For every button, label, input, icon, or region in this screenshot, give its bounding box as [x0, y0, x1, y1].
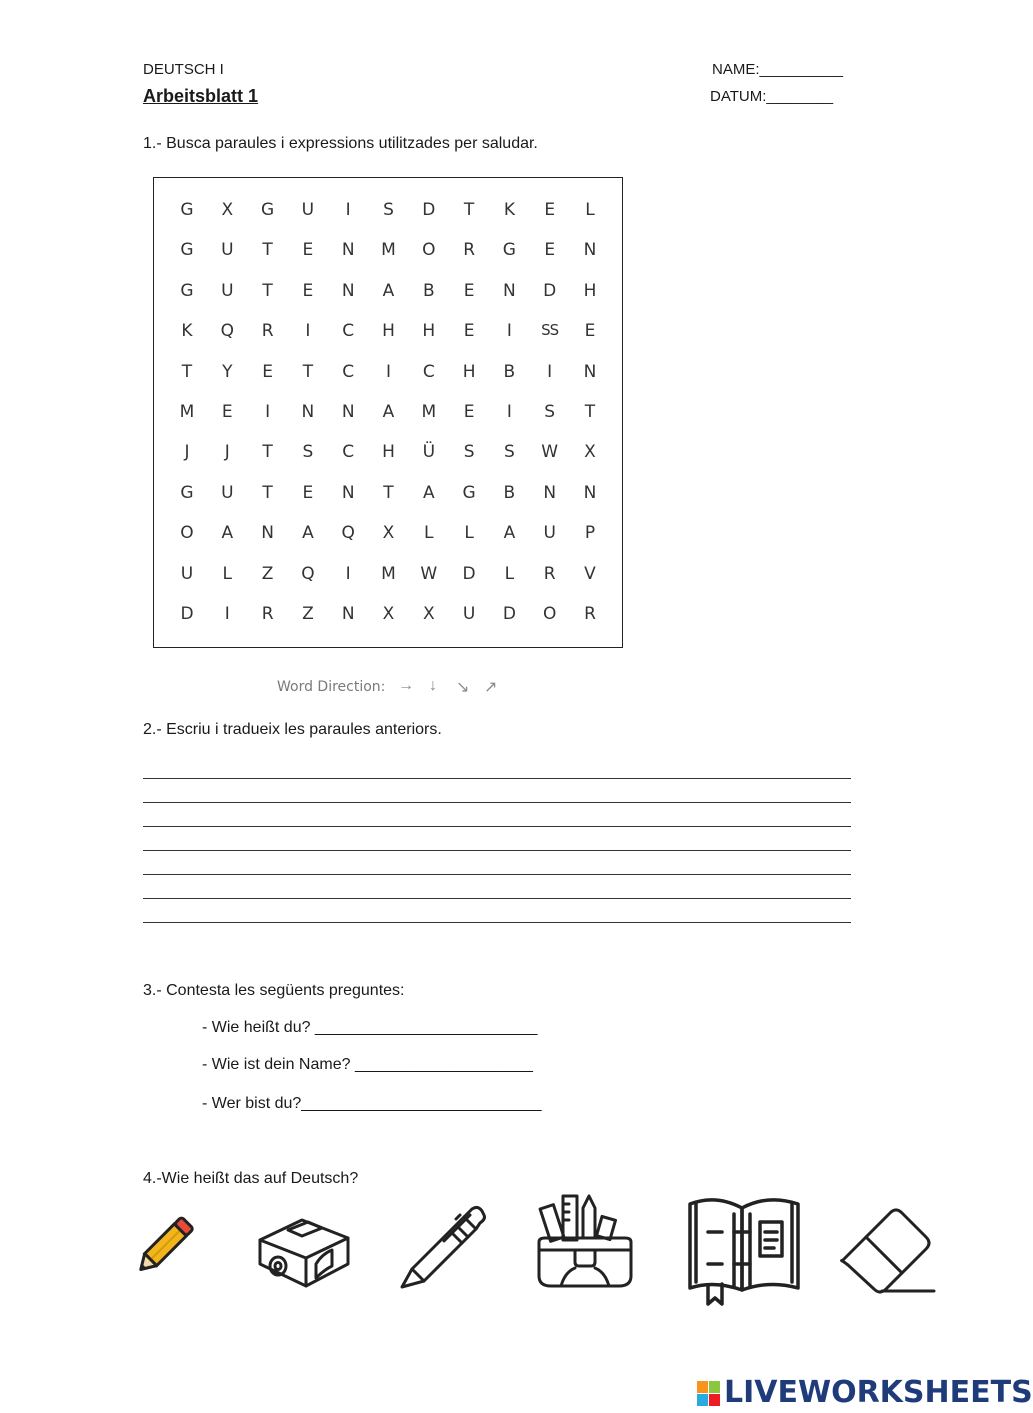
course-label: DEUTSCH I — [143, 61, 224, 78]
grid-cell[interactable]: Q — [341, 523, 355, 544]
grid-cell[interactable]: L — [222, 563, 233, 584]
grid-cell[interactable]: E — [221, 402, 233, 422]
grid-cell[interactable]: M — [179, 402, 195, 422]
grid-cell[interactable]: R — [261, 604, 274, 624]
grid-cell[interactable]: C — [342, 361, 355, 382]
grid-cell[interactable]: K — [503, 200, 515, 220]
grid-cell[interactable]: G — [180, 200, 194, 220]
grid-cell[interactable]: L — [464, 523, 474, 544]
grid-cell[interactable]: E — [463, 280, 475, 301]
grid-cell[interactable]: I — [547, 361, 553, 382]
grid-cell[interactable]: E — [302, 240, 314, 261]
question-3: 3.- Contesta les següents preguntes: — [143, 982, 405, 999]
grid-cell[interactable]: L — [424, 523, 434, 544]
date-field[interactable]: DATUM:________ — [710, 88, 834, 105]
grid-cell[interactable]: N — [583, 482, 597, 503]
grid-cell[interactable]: N — [341, 402, 355, 422]
grid-cell[interactable]: N — [301, 402, 315, 422]
grid-cell[interactable]: G — [462, 482, 476, 503]
grid-cell[interactable]: N — [261, 523, 274, 544]
grid-cell[interactable]: W — [541, 442, 559, 463]
grid-cell[interactable]: A — [221, 523, 234, 544]
grid-cell[interactable]: A — [302, 523, 314, 544]
word-direction-label: Word Direction: — [277, 679, 386, 695]
question-4: 4.-Wie heißt das auf Deutsch? — [143, 1170, 359, 1187]
arrow-up-right-icon: ↗ — [484, 679, 498, 696]
grid-cell[interactable]: S — [503, 442, 515, 463]
grid-cell[interactable]: H — [583, 280, 597, 301]
grid-cell[interactable]: M — [381, 240, 396, 261]
grid-cell[interactable]: E — [302, 482, 314, 503]
grid-cell[interactable]: R — [584, 604, 596, 624]
grid-cell[interactable]: X — [382, 523, 395, 544]
grid-cell[interactable]: U — [301, 200, 315, 220]
grid-cell[interactable]: W — [420, 563, 438, 584]
question-2: 2.- Escriu i tradueix les paraules anteriors. — [143, 721, 442, 738]
grid-cell[interactable]: X — [422, 604, 435, 624]
grid-cell[interactable]: C — [342, 442, 355, 463]
grid-cell[interactable]: S — [544, 402, 556, 422]
grid-cell[interactable]: T — [584, 402, 596, 422]
grid-cell[interactable]: C — [422, 361, 435, 382]
pen-icon — [398, 1205, 488, 1291]
worksheet-title: Arbeitsblatt 1 — [143, 86, 259, 106]
grid-cell[interactable]: SS — [541, 321, 559, 340]
grid-cell[interactable]: G — [261, 200, 275, 220]
answer-line[interactable] — [143, 922, 851, 923]
grid-cell[interactable]: G — [502, 240, 516, 261]
arrow-down-right-icon: ↘ — [456, 679, 470, 696]
grid-cell[interactable]: H — [382, 321, 395, 342]
grid-cell[interactable]: T — [262, 482, 273, 503]
sharpener-icon — [256, 1208, 352, 1294]
grid-cell[interactable]: B — [503, 361, 516, 382]
grid-cell[interactable]: C — [342, 321, 355, 342]
grid-cell[interactable]: U — [180, 563, 194, 584]
answer-line[interactable] — [143, 778, 851, 779]
grid-cell[interactable]: D — [543, 280, 557, 301]
grid-cell[interactable]: Z — [302, 604, 314, 624]
grid-cell[interactable]: R — [261, 321, 274, 342]
grid-cell[interactable]: E — [262, 361, 273, 382]
question-1: 1.- Busca paraules i expressions utilitzades per saludar. — [143, 135, 538, 152]
grid-cell[interactable]: T — [463, 200, 475, 220]
grid-cell[interactable]: U — [221, 240, 234, 261]
logo-text: LIVEWORKSHEETS — [724, 1375, 1033, 1410]
grid-cell[interactable]: N — [341, 604, 355, 624]
question-3-item-2[interactable]: - Wie ist dein Name? ____________________ — [202, 1056, 533, 1073]
grid-cell[interactable]: I — [506, 402, 512, 422]
grid-cell[interactable]: B — [422, 280, 435, 301]
grid-cell[interactable]: V — [584, 563, 596, 584]
question-3-item-1[interactable]: - Wie heißt du? _________________________ — [202, 1019, 538, 1036]
grid-cell[interactable]: E — [302, 280, 314, 301]
grid-cell[interactable]: P — [584, 523, 596, 544]
grid-cell[interactable]: Ü — [422, 442, 436, 463]
pencil-case-icon — [535, 1192, 635, 1290]
grid-cell[interactable]: N — [583, 361, 597, 382]
grid-cell[interactable]: R — [543, 563, 556, 584]
grid-cell[interactable]: T — [262, 442, 273, 463]
grid-cell[interactable]: Y — [222, 361, 233, 382]
grid-cell[interactable]: T — [262, 280, 273, 301]
question-3-item-3[interactable]: - Wer bist du?___________________________ — [202, 1095, 542, 1112]
grid-cell[interactable]: J — [224, 442, 230, 463]
grid-cell[interactable]: I — [265, 402, 271, 422]
grid-cell[interactable]: A — [503, 523, 516, 544]
pencil-icon — [130, 1205, 206, 1281]
grid-cell[interactable]: I — [506, 321, 512, 342]
grid-cell[interactable]: N — [341, 280, 355, 301]
grid-cell[interactable]: X — [584, 442, 596, 463]
grid-cell[interactable]: E — [463, 402, 475, 422]
grid-cell[interactable]: E — [584, 321, 596, 342]
grid-cell[interactable]: G — [180, 240, 194, 261]
grid-cell[interactable]: T — [262, 240, 273, 261]
grid-cell[interactable]: X — [382, 604, 395, 624]
liveworksheets-logo — [697, 1375, 1033, 1412]
grid-cell[interactable]: N — [583, 240, 597, 261]
grid-cell[interactable]: N — [543, 482, 557, 503]
grid-cell[interactable]: I — [305, 321, 311, 342]
logo-mark-icon — [697, 1381, 721, 1407]
arrow-down-icon: ↓ — [429, 677, 437, 694]
grid-cell[interactable]: Z — [261, 563, 274, 584]
grid-cell[interactable]: I — [345, 200, 351, 220]
grid-cell[interactable]: E — [544, 200, 556, 220]
grid-cell[interactable]: L — [504, 563, 515, 584]
answer-line[interactable] — [143, 802, 851, 803]
grid-cell[interactable]: Q — [220, 321, 234, 342]
book-icon — [686, 1192, 802, 1306]
grid-cell[interactable]: O — [422, 240, 436, 261]
grid-cell[interactable]: N — [341, 240, 355, 261]
grid-cell[interactable]: R — [463, 240, 475, 261]
grid-cell[interactable]: O — [180, 523, 194, 544]
grid-cell[interactable]: U — [221, 482, 234, 503]
grid-cell[interactable]: U — [543, 523, 556, 544]
answer-line[interactable] — [143, 850, 851, 851]
grid-cell[interactable]: U — [221, 280, 234, 301]
grid-cell[interactable]: T — [302, 361, 314, 382]
grid-cell[interactable]: D — [502, 604, 516, 624]
grid-cell[interactable]: H — [462, 361, 476, 382]
grid-cell[interactable]: S — [302, 442, 314, 463]
grid-cell[interactable]: O — [542, 604, 557, 624]
grid-cell[interactable]: T — [181, 361, 193, 382]
grid-cell[interactable]: K — [181, 321, 193, 342]
grid-cell[interactable]: H — [422, 321, 436, 342]
grid-cell[interactable]: M — [381, 563, 396, 584]
grid-cell[interactable]: T — [383, 482, 394, 503]
answer-line[interactable] — [143, 898, 851, 899]
word-search-grid[interactable] — [153, 177, 623, 648]
grid-cell[interactable]: A — [422, 482, 435, 503]
grid-cell[interactable]: D — [422, 200, 436, 220]
grid-cell[interactable]: H — [382, 442, 395, 463]
grid-cell[interactable]: D — [462, 563, 476, 584]
answer-line[interactable] — [143, 874, 851, 875]
grid-cell[interactable]: G — [180, 482, 194, 503]
grid-cell[interactable]: J — [184, 442, 190, 463]
grid-cell[interactable]: M — [421, 402, 437, 422]
grid-cell[interactable]: A — [382, 402, 395, 422]
grid-cell[interactable]: S — [383, 200, 394, 220]
grid-cell[interactable]: E — [544, 240, 556, 261]
grid-cell[interactable]: X — [221, 200, 234, 220]
eraser-icon — [838, 1203, 938, 1297]
grid-cell[interactable]: I — [385, 361, 391, 382]
grid-cell[interactable]: A — [382, 280, 395, 301]
arrow-right-icon: → — [398, 677, 414, 694]
name-field[interactable]: NAME:__________ — [712, 61, 843, 78]
grid-cell[interactable]: D — [180, 604, 194, 624]
grid-cell[interactable]: I — [224, 604, 230, 624]
grid-cell[interactable]: B — [503, 482, 516, 503]
grid-cell[interactable]: N — [341, 482, 355, 503]
grid-cell[interactable]: N — [503, 280, 516, 301]
answer-line[interactable] — [143, 826, 851, 827]
grid-cell[interactable]: G — [180, 280, 194, 301]
grid-cell[interactable]: Q — [301, 563, 315, 584]
grid-cell[interactable]: I — [345, 563, 351, 584]
grid-cell[interactable]: U — [462, 604, 476, 624]
grid-cell[interactable]: E — [463, 321, 475, 342]
grid-cell[interactable]: S — [463, 442, 475, 463]
grid-cell[interactable]: L — [585, 200, 595, 220]
